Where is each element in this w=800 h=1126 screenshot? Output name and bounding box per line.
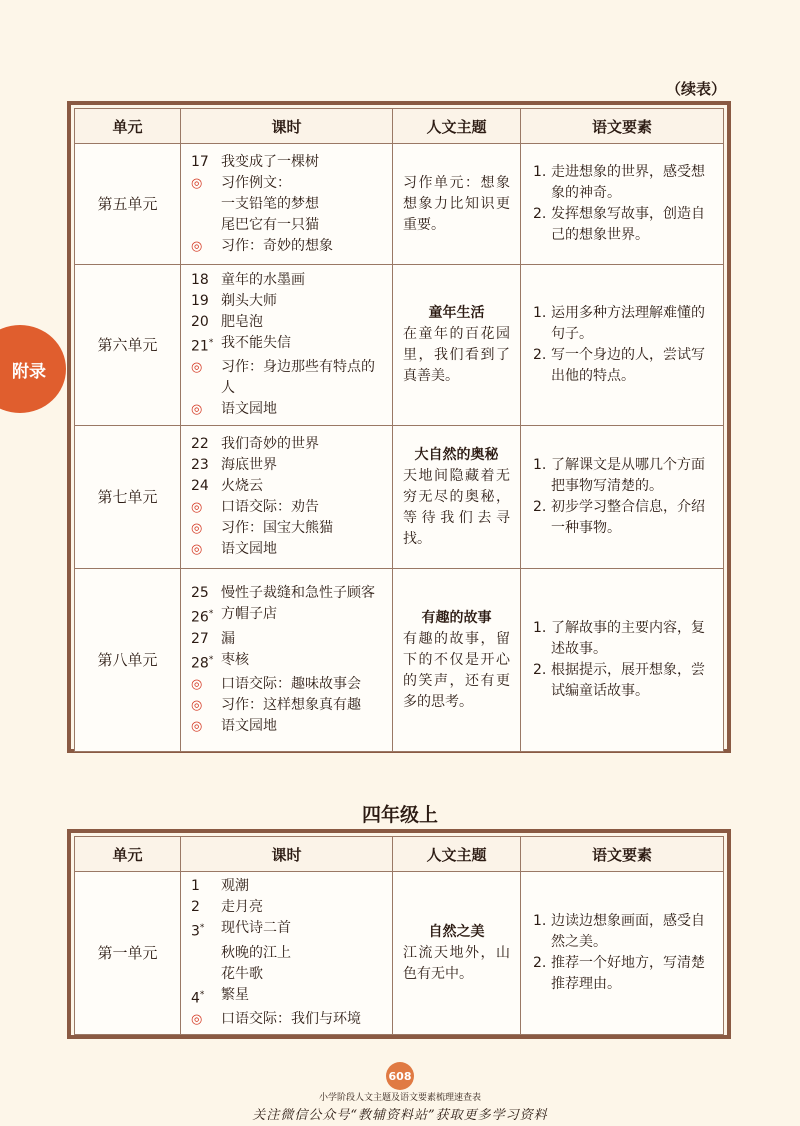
lesson-item [191, 964, 386, 985]
theme-title: 自然之美 [428, 923, 485, 940]
header-theme: 人文主题 [393, 837, 521, 872]
page-number: 608 [388, 1069, 412, 1083]
lesson-item [191, 716, 386, 737]
optional-star-icon: * [199, 923, 205, 933]
lesson-item [191, 357, 386, 399]
lesson-number-value: 24 [191, 478, 209, 494]
theme-description: 江流天地外，山色有无中。 [403, 944, 510, 982]
lesson-item [191, 215, 386, 236]
lesson-title: 习作：身边那些有特点的人 [221, 359, 375, 397]
bullseye-icon: ◎ [191, 677, 203, 693]
theme-title: 童年生活 [428, 305, 485, 321]
table-frame-grade3 [67, 101, 731, 753]
appendix-side-tab[interactable] [0, 325, 66, 413]
element-item [533, 303, 713, 345]
lesson-title: 剃头大师 [221, 292, 277, 309]
lesson-title: 口语交际：劝告 [221, 499, 319, 515]
lesson-item [191, 943, 386, 964]
bullseye-icon: ◎ [191, 238, 203, 254]
lesson-number [191, 985, 221, 1010]
table-header-row [75, 109, 724, 144]
lesson-title: 我变成了一棵树 [221, 153, 319, 170]
lesson-number [191, 897, 221, 918]
appendix-tab-label: 附录 [12, 361, 46, 382]
footer-handwritten-note: 关注微信公众号“教辅资料站”获取更多学习资料 [252, 1108, 548, 1123]
element-item [533, 345, 713, 387]
optional-star-icon: * [208, 654, 214, 665]
optional-star-icon: * [208, 608, 214, 619]
unit-cell: 第一单元 [75, 872, 181, 1035]
element-number: 1. [533, 164, 547, 180]
element-number: 1. [533, 305, 547, 321]
element-item [533, 660, 713, 702]
lesson-item [191, 194, 386, 215]
unit-cell: 第七单元 [75, 426, 181, 569]
optional-star-icon: * [208, 337, 214, 348]
lesson-number [191, 434, 221, 455]
lesson-number-value: 1 [191, 878, 200, 894]
elements-cell [521, 265, 724, 426]
lesson-item [191, 270, 386, 291]
theme-cell [393, 426, 521, 569]
lesson-title: 慢性子裁缝和急性子顾客 [221, 584, 375, 601]
lesson-title: 火烧云 [221, 478, 263, 494]
theme-cell [393, 872, 521, 1035]
lesson-item [191, 650, 386, 675]
table-header-row [75, 837, 724, 872]
lesson-item [191, 434, 386, 455]
element-number: 2. [533, 499, 547, 515]
element-number: 2. [533, 662, 547, 678]
lesson-item [191, 604, 386, 629]
lesson-title: 口语交际：趣味故事会 [221, 676, 361, 693]
element-text: 发挥想象写故事，创造自己的想象世界。 [551, 206, 705, 243]
lesson-number [191, 312, 221, 333]
lessons-cell [181, 872, 393, 1035]
lesson-number [191, 455, 221, 476]
lesson-number [191, 650, 221, 675]
lessons-cell [181, 144, 393, 265]
page-number-badge [386, 1062, 414, 1090]
lesson-number [191, 604, 221, 629]
lesson-number-value: 17 [191, 153, 209, 170]
lesson-title: 观潮 [221, 878, 249, 894]
lesson-number [191, 629, 221, 650]
lesson-item [191, 985, 386, 1010]
lesson-title: 童年的水墨画 [221, 271, 305, 288]
header-theme: 人文主题 [393, 109, 521, 144]
lesson-number-value: 23 [191, 457, 209, 473]
bullseye-icon: ◎ [191, 1012, 203, 1028]
element-item [533, 162, 713, 204]
lesson-title: 一支铅笔的梦想 [221, 195, 319, 212]
footer-caption: 小学阶段人文主题及语文要素梳理速查表 [318, 1093, 481, 1103]
lesson-item [191, 399, 386, 420]
theme-cell [393, 144, 521, 265]
lesson-number-value: 18 [191, 271, 209, 288]
table-row [75, 872, 724, 1035]
lesson-title: 海底世界 [221, 457, 277, 473]
lesson-number-value: 21 [191, 338, 209, 355]
lesson-item [191, 876, 386, 897]
header-unit: 单元 [75, 109, 181, 144]
lesson-number-value: 22 [191, 436, 209, 452]
lesson-item [191, 695, 386, 716]
bullseye-icon: ◎ [191, 542, 203, 557]
curriculum-table-grade3 [74, 108, 724, 752]
lesson-title: 习作：国宝大熊猫 [221, 520, 333, 536]
lesson-title: 语文园地 [221, 401, 277, 418]
lesson-title: 我不能失信 [221, 334, 291, 351]
element-text: 走进想象的世界，感受想象的神奇。 [551, 164, 705, 201]
theme-description: 习作单元：想象想象力比知识更重要。 [403, 174, 510, 233]
element-text: 了解故事的主要内容，复述故事。 [551, 620, 705, 657]
theme-cell [393, 569, 521, 752]
header-elements: 语文要素 [521, 109, 724, 144]
element-item [533, 455, 713, 497]
lesson-number-value: 28 [191, 655, 209, 672]
elements-cell [521, 872, 724, 1035]
lesson-number-value: 4 [191, 990, 200, 1007]
lesson-title: 方帽子店 [221, 605, 277, 622]
lesson-title: 秋晚的江上 [221, 944, 291, 961]
lesson-title: 习作例文： [221, 174, 291, 191]
header-elements: 语文要素 [521, 837, 724, 872]
element-item [533, 911, 713, 953]
table-row [75, 144, 724, 265]
lesson-item [191, 333, 386, 358]
table-row [75, 569, 724, 752]
element-item [533, 618, 713, 660]
lesson-number [191, 333, 221, 358]
lesson-item [191, 152, 386, 173]
lesson-number-value: 20 [191, 313, 209, 330]
unit-cell: 第五单元 [75, 144, 181, 265]
element-text: 了解课文是从哪几个方面把事物写清楚的。 [551, 457, 705, 494]
lesson-item [191, 497, 386, 518]
lesson-number [191, 918, 221, 943]
table-row [75, 426, 724, 569]
lesson-item [191, 312, 386, 333]
lesson-item [191, 173, 386, 194]
bullseye-icon: ◎ [191, 719, 203, 735]
element-item [533, 204, 713, 246]
lesson-number-value: 26 [191, 609, 209, 626]
lesson-item [191, 476, 386, 497]
element-number: 1. [533, 620, 547, 636]
lesson-item [191, 897, 386, 918]
lesson-item [191, 539, 386, 560]
lesson-title: 枣核 [221, 651, 249, 668]
element-item [533, 497, 713, 539]
lesson-item [191, 674, 386, 695]
element-text: 运用多种方法理解难懂的句子。 [551, 305, 705, 342]
lesson-title: 花牛歌 [221, 965, 263, 982]
element-text: 写一个身边的人，尝试写出他的特点。 [551, 347, 705, 384]
unit-cell: 第八单元 [75, 569, 181, 752]
lesson-number [191, 152, 221, 173]
bullseye-icon: ◎ [191, 175, 203, 191]
lesson-title: 我们奇妙的世界 [221, 436, 319, 452]
theme-title: 大自然的奥秘 [414, 446, 499, 463]
lesson-number-value: 27 [191, 630, 209, 647]
lesson-number-value: 25 [191, 584, 209, 601]
bullseye-icon: ◎ [191, 360, 203, 376]
lesson-number-value: 19 [191, 292, 209, 309]
lesson-number [191, 476, 221, 497]
header-unit: 单元 [75, 837, 181, 872]
lesson-title: 口语交际：我们与环境 [221, 1011, 361, 1028]
theme-title: 有趣的故事 [421, 609, 492, 626]
grade-title: 四年级上 [361, 804, 438, 826]
lesson-number-value: 2 [191, 899, 200, 915]
lesson-title: 现代诗二首 [221, 920, 291, 936]
lesson-item [191, 629, 386, 650]
lesson-number [191, 270, 221, 291]
elements-cell [521, 569, 724, 752]
bullseye-icon: ◎ [191, 698, 203, 714]
unit-cell: 第六单元 [75, 265, 181, 426]
lesson-title: 繁星 [221, 986, 249, 1003]
lesson-title: 尾巴它有一只猫 [221, 216, 319, 233]
lesson-number [191, 876, 221, 897]
bullseye-icon: ◎ [191, 521, 203, 536]
theme-description: 天地间隐藏着无穷无尽的奥秘，等待我们去寻找。 [403, 467, 510, 547]
lesson-title: 习作：奇妙的想象 [221, 237, 333, 254]
lesson-item [191, 1009, 386, 1030]
element-text: 推荐一个好地方，写清楚推荐理由。 [551, 955, 705, 993]
lesson-title: 语文园地 [221, 718, 277, 735]
bullseye-icon: ◎ [191, 402, 203, 418]
continued-note: （续表） [665, 80, 726, 98]
header-lessons: 课时 [181, 109, 393, 144]
table-row [75, 265, 724, 426]
element-text: 初步学习整合信息，介绍一种事物。 [551, 499, 705, 536]
lesson-title: 语文园地 [221, 541, 277, 557]
lessons-cell [181, 265, 393, 426]
table-frame-grade4 [67, 829, 731, 1039]
element-number: 1. [533, 457, 547, 473]
lesson-item [191, 583, 386, 604]
element-text: 根据提示，展开想象，尝试编童话故事。 [551, 662, 705, 699]
theme-description: 在童年的百花园里，我们看到了真善美。 [403, 326, 510, 384]
curriculum-table-grade4 [74, 836, 724, 1035]
lesson-item [191, 918, 386, 943]
theme-description: 有趣的故事，留下的不仅是开心的笑声，还有更多的思考。 [403, 630, 510, 710]
lessons-cell [181, 426, 393, 569]
lesson-title: 肥皂泡 [221, 313, 263, 330]
element-number: 2. [533, 347, 547, 363]
lessons-cell [181, 569, 393, 752]
header-lessons: 课时 [181, 837, 393, 872]
lesson-number-value: 3 [191, 923, 200, 940]
element-item [533, 953, 713, 995]
lesson-item [191, 518, 386, 539]
lesson-title: 漏 [221, 630, 235, 647]
theme-cell [393, 265, 521, 426]
element-number: 2. [533, 955, 547, 972]
elements-cell [521, 144, 724, 265]
bullseye-icon: ◎ [191, 500, 203, 515]
lesson-title: 走月亮 [221, 899, 263, 915]
element-number: 1. [533, 913, 547, 930]
lesson-number [191, 291, 221, 312]
lesson-item [191, 291, 386, 312]
lesson-item [191, 236, 386, 257]
optional-star-icon: * [199, 989, 205, 1000]
element-number: 2. [533, 206, 547, 222]
lesson-title: 习作：这样想象真有趣 [221, 697, 361, 714]
elements-cell [521, 426, 724, 569]
lesson-number [191, 583, 221, 604]
element-text: 边读边想象画面，感受自然之美。 [551, 913, 705, 951]
lesson-item [191, 455, 386, 476]
